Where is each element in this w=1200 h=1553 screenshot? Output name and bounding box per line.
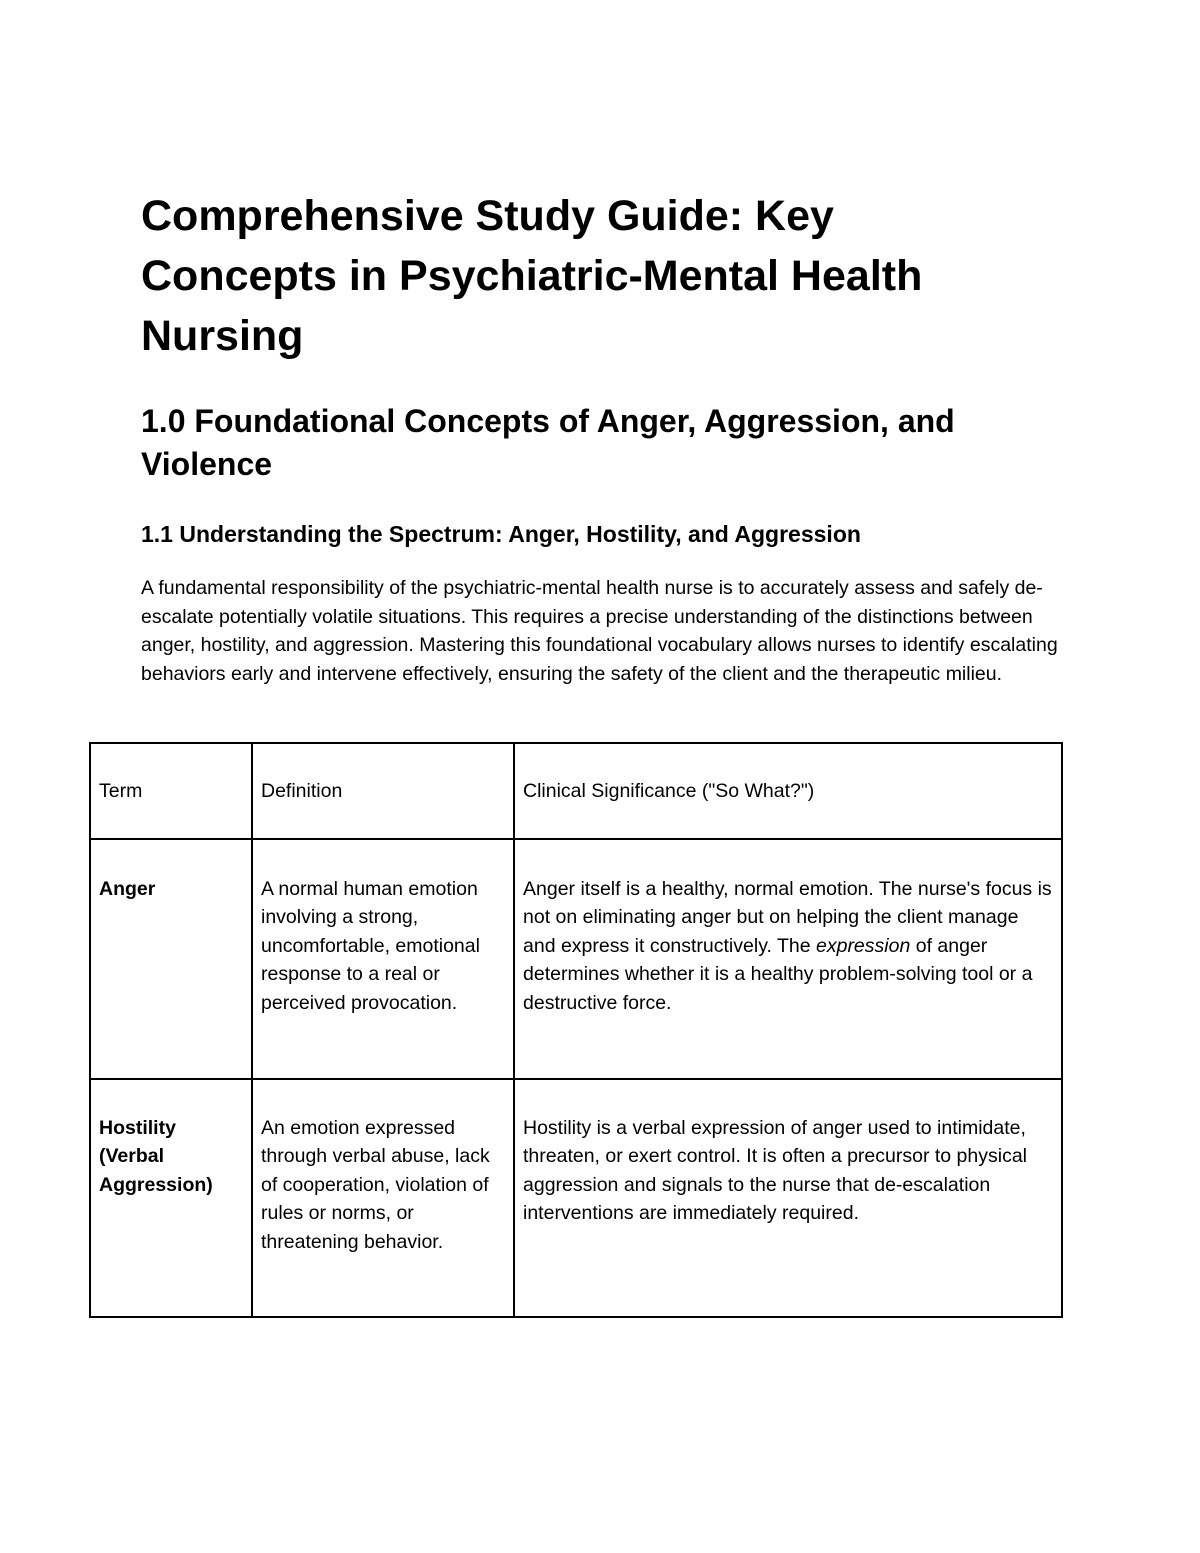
definition-cell: An emotion expressed through verbal abuse, lack of cooperation, violation of rules or norms, or threatening behavior. bbox=[252, 1079, 514, 1317]
intro-paragraph: A fundamental responsibility of the psychiatric-mental health nurse is to accurately assess and safely de-escalate potentially volatile situations. This requires a precise understanding of the distinctions between anger, hostility, and aggression. Mastering this foundational vocabulary allows nurses to identify escalating behaviors early and intervene effectively, ensuring the safety of the client and the therapeutic milieu. bbox=[141, 577, 1058, 685]
terms-table bbox=[89, 742, 1063, 1318]
header-clinical-significance: Clinical Significance ("So What?") bbox=[514, 743, 1062, 839]
subsection-heading: 1.1 Understanding the Spectrum: Anger, Hostility, and Aggression bbox=[141, 521, 861, 547]
term-cell: Hostility (Verbal Aggression) bbox=[90, 1079, 252, 1317]
section-heading: 1.0 Foundational Concepts of Anger, Aggression, and Violence bbox=[141, 403, 955, 482]
table-row bbox=[90, 1079, 1062, 1317]
significance-text-continued: of anger determines whether it is a healthy problem-solving tool or a destructive force. bbox=[523, 934, 1033, 1014]
significance-cell: Hostility is a verbal expression of anger used to intimidate, threaten, or exert control. It is often a precursor to physical aggression and signals to the nurse that de-escalation interventions are immediately required. bbox=[514, 1079, 1062, 1317]
document-title: Comprehensive Study Guide: Key Concepts in Psychiatric-Mental Health Nursing bbox=[141, 192, 923, 360]
term-cell: Anger bbox=[90, 839, 252, 1079]
header-term: Term bbox=[90, 743, 252, 839]
table-header-row bbox=[90, 743, 1062, 839]
significance-emphasis: expression bbox=[816, 934, 911, 957]
significance-text: Anger itself is a healthy, normal emotion. The nurse's focus is not on eliminating anger but on helping the client manage and express it constructively. The bbox=[523, 878, 1052, 957]
table-row bbox=[90, 839, 1062, 1079]
significance-cell bbox=[514, 839, 1062, 1079]
header-definition: Definition bbox=[252, 743, 514, 839]
definition-cell: A normal human emotion involving a strong, uncomfortable, emotional response to a real or perceived provocation. bbox=[252, 839, 514, 1079]
